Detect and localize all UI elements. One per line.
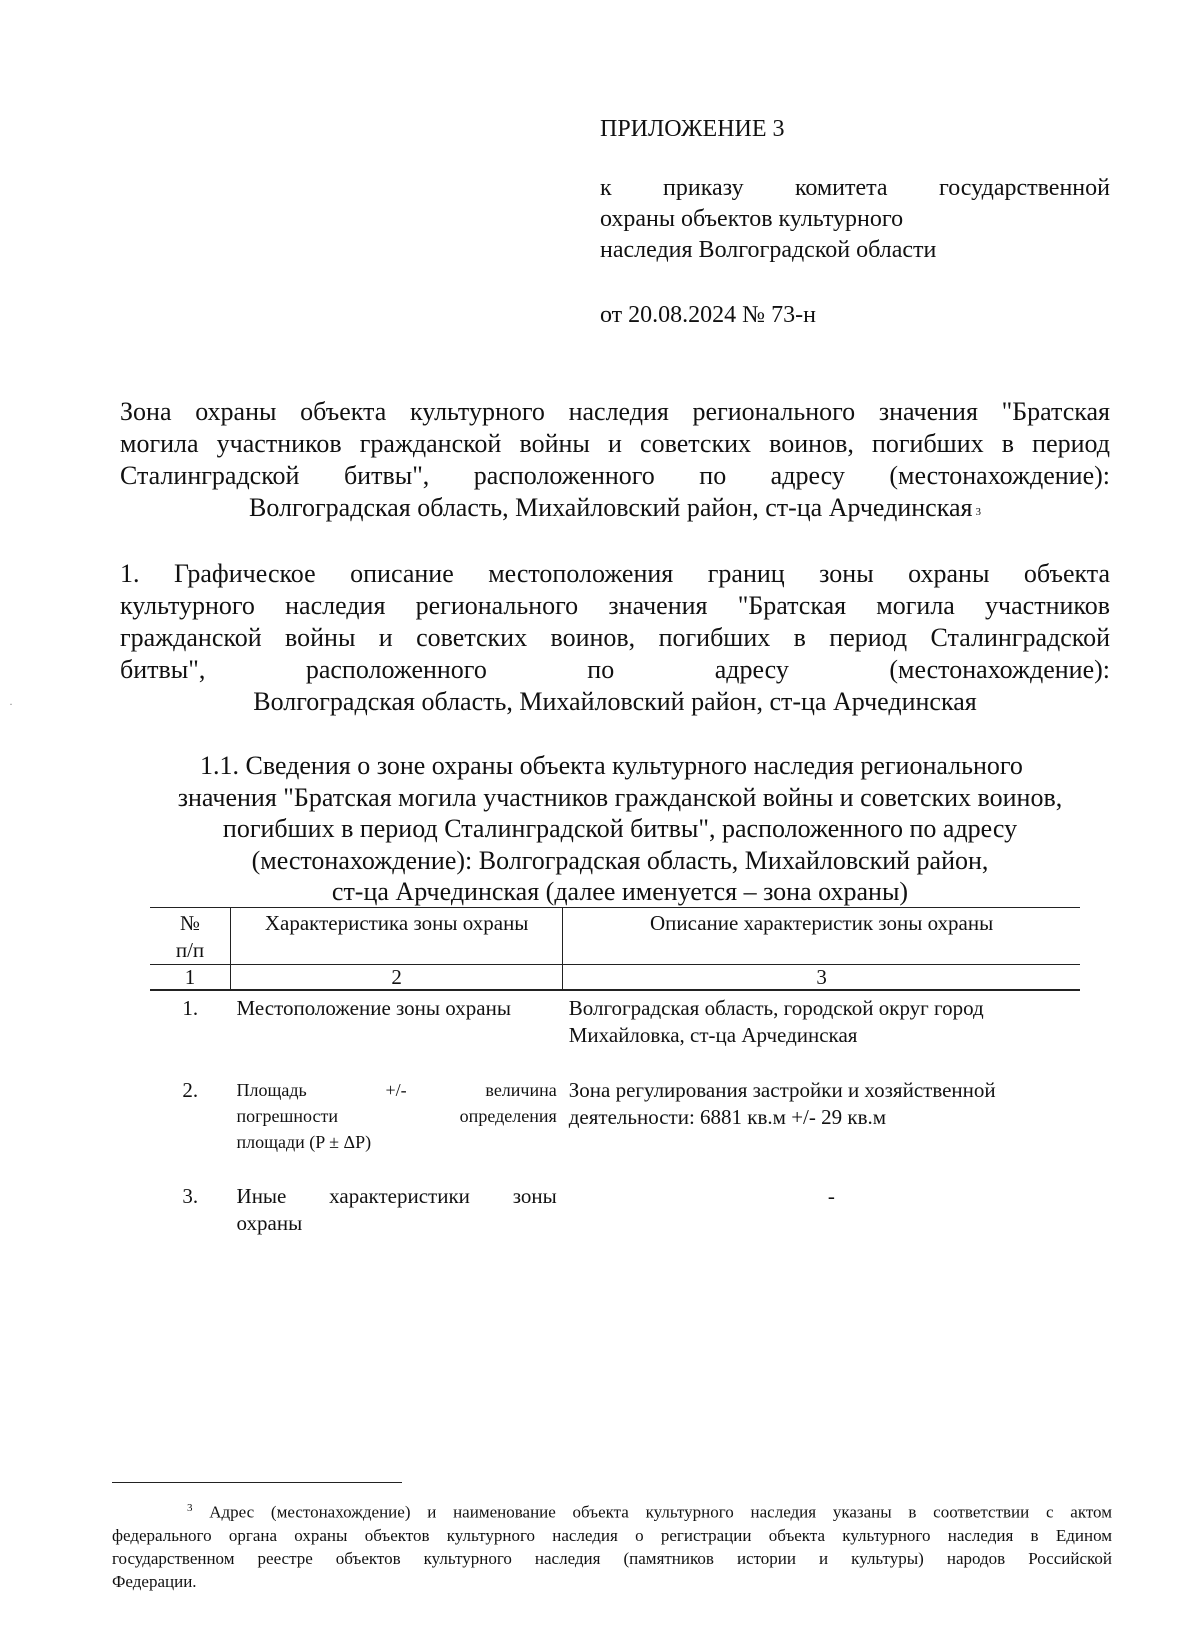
annex-to-line: к приказу комитета государственной (600, 175, 1110, 201)
column-number: 1 (150, 965, 231, 991)
section-1-1-line: значения "Братская могила участников гражданской войны и советских воинов, (177, 782, 1063, 812)
section-1 (120, 558, 1110, 718)
column-number: 2 (231, 965, 563, 991)
cell-line: Местоположение зоны охраны (236, 996, 511, 1020)
table-header-row (150, 908, 1080, 965)
zone-info-table (150, 907, 1080, 1237)
header-description: Описание характеристик зоны охраны (563, 908, 1080, 965)
row-description (563, 1179, 1080, 1237)
section-1-1-line: (местонахождение): Волгоградская область, Михайловский район, (251, 845, 989, 875)
section-1-line: гражданской войны и советских воинов, погибших в период Сталинградской (120, 623, 1110, 652)
footnote-line: федерального органа охраны объектов культурного наследия о регистрации объекта культурного наследия в Едином (112, 1525, 1112, 1545)
footnote-line-text: Адрес (местонахождение) и наименование объекта культурного наследия указаны в соответствии с актом (209, 1502, 1112, 1522)
header-number (150, 908, 231, 965)
section-1-1-line: погибших в период Сталинградской битвы", расположенного по адресу (222, 814, 1018, 843)
section-1-1-line: ст-ца Арчединская (далее именуется – зона охраны) (331, 877, 909, 906)
row-number: 1. (182, 996, 199, 1020)
annex-to-line: наследия Волгоградской области (600, 237, 937, 263)
table-row (150, 1073, 1080, 1179)
cell-line: Площадь +/- величина (236, 1080, 557, 1100)
header-characteristic: Характеристика зоны охраны (231, 908, 563, 965)
footnote-line (112, 1497, 1112, 1524)
section-1-1 (130, 750, 1110, 908)
section-1-line: культурного наследия регионального значения "Братская могила участников (120, 591, 1110, 620)
annex-date: от 20.08.2024 № 73-н (600, 302, 816, 328)
row-description (563, 990, 1080, 1073)
footnote-separator (112, 1482, 402, 1483)
section-1-line: Волгоградская область, Михайловский район, ст-ца Арчединская (253, 687, 977, 716)
footnote-line: Федерации. (112, 1571, 197, 1591)
footnote (112, 1497, 1112, 1593)
section-1-line: 1. Графическое описание местоположения границ зоны охраны объекта (120, 559, 1110, 588)
cell-line: Михайловка, ст-ца Арчединская (568, 1023, 858, 1047)
footnote-reference: 3 (975, 506, 981, 518)
margin-mark: · (9, 697, 13, 711)
row-description (563, 1073, 1080, 1179)
section-1-1-line: 1.1. Сведения о зоне охраны объекта культурного наследия регионального (200, 751, 1023, 780)
column-number: 3 (563, 965, 1080, 991)
footnote-line: государственном реестре объектов культурного наследия (памятников истории и культуры) народов Российской (112, 1548, 1112, 1568)
heading-line: Сталинградской битвы", расположенного по адресу (местонахождение): (120, 461, 1110, 490)
row-characteristic (231, 1179, 563, 1237)
cell-line: - (827, 1184, 835, 1208)
section-1-line: битвы", расположенного по адресу (местонахождение): (120, 655, 1110, 684)
table-column-numbers-row (150, 965, 1080, 991)
table-row (150, 1179, 1080, 1237)
annex-to-line: охраны объектов культурного (600, 206, 904, 232)
annex-order-reference (600, 173, 1110, 266)
row-characteristic (231, 1073, 563, 1179)
annex-title: ПРИЛОЖЕНИЕ 3 (600, 116, 785, 142)
document-heading (120, 396, 1110, 524)
row-characteristic (231, 990, 563, 1073)
heading-line-text: Волгоградская область, Михайловский район, ст-ца Арчединская (249, 493, 973, 522)
heading-line (120, 492, 1110, 524)
cell-line: площади (P ± ΔP) (236, 1132, 372, 1152)
cell-line: Иные характеристики зоны (236, 1184, 557, 1208)
table-row (150, 990, 1080, 1073)
cell-line: охраны (236, 1211, 303, 1235)
row-number: 2. (182, 1078, 199, 1102)
heading-line: Зона охраны объекта культурного наследия регионального значения "Братская (120, 397, 1110, 426)
header-number-line: № (179, 911, 201, 935)
cell-line: Зона регулирования застройки и хозяйственной (568, 1078, 996, 1102)
cell-line: погрешности определения (236, 1106, 557, 1126)
cell-line: Волгоградская область, городской округ город (568, 996, 984, 1020)
header-number-line: п/п (175, 938, 205, 962)
row-number: 3. (182, 1184, 199, 1208)
cell-line: деятельности: 6881 кв.м +/- 29 кв.м (568, 1105, 887, 1129)
heading-line: могила участников гражданской войны и советских воинов, погибших в период (120, 429, 1110, 458)
footnote-marker: 3 (187, 1502, 193, 1514)
